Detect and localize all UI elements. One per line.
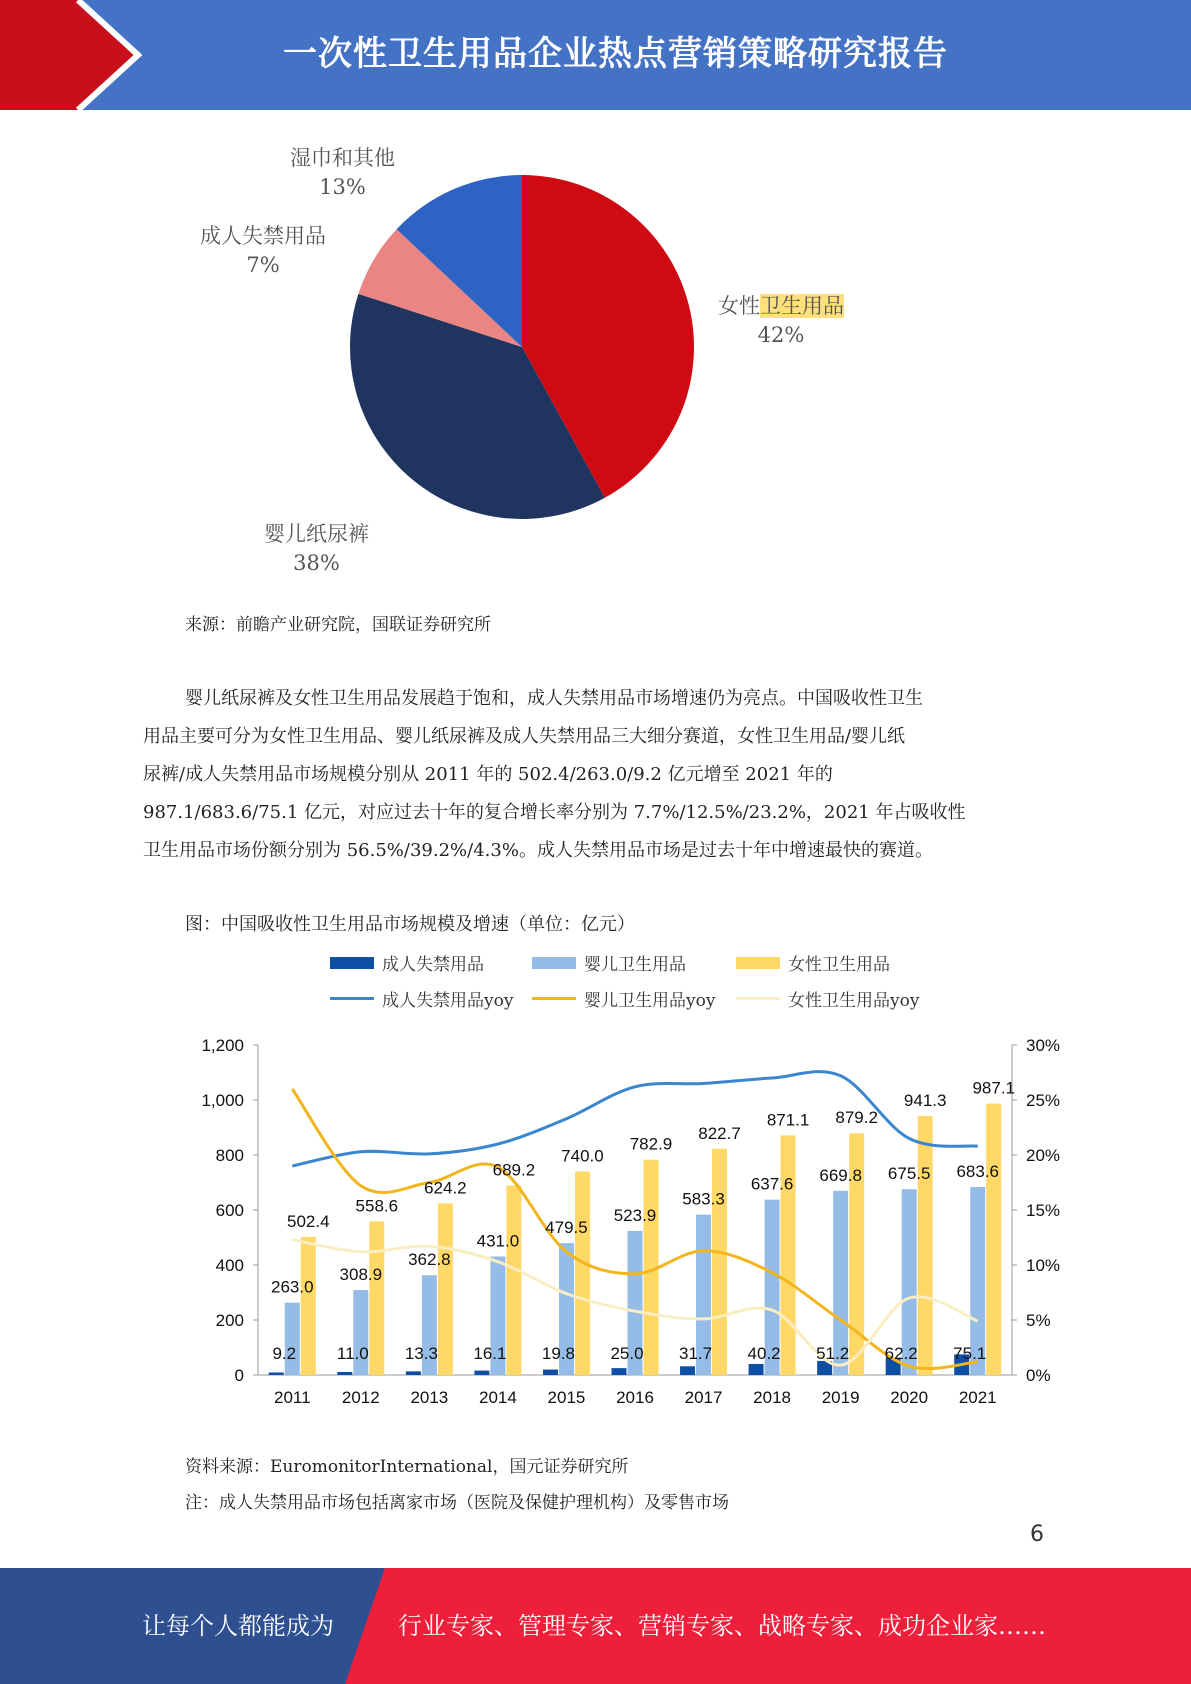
bar bbox=[986, 1104, 1001, 1375]
pie-label-pct: 38% bbox=[293, 551, 340, 575]
pie-label-pct: 7% bbox=[246, 253, 280, 277]
y2-tick-label: 20% bbox=[1026, 1146, 1061, 1165]
bar bbox=[438, 1203, 453, 1375]
data-label: 431.0 bbox=[476, 1231, 520, 1251]
y-tick-label: 1,000 bbox=[201, 1091, 244, 1110]
bar bbox=[781, 1135, 796, 1375]
pie-label-name: 成人失禁用品 bbox=[200, 224, 326, 248]
pie-label-baby bbox=[264, 520, 369, 578]
data-label: 637.6 bbox=[750, 1174, 794, 1194]
bar bbox=[918, 1116, 933, 1375]
data-label: 62.2 bbox=[884, 1344, 918, 1363]
paragraph-line: 婴儿纸尿裤及女性卫生用品发展趋于饱和，成人失禁用品市场增速仍为亮点。中国吸收性卫生 bbox=[185, 688, 923, 709]
data-label: 19.8 bbox=[541, 1344, 576, 1363]
data-label: 13.3 bbox=[404, 1344, 438, 1363]
data-label: 669.8 bbox=[819, 1165, 862, 1185]
paragraph-line: 尿裤/成人失禁用品市场规模分别从 2011 年的 502.4/263.0/9.2 亿元增至 2021 年的 bbox=[143, 764, 833, 785]
y2-tick-label: 30% bbox=[1026, 1036, 1061, 1055]
y-tick-label: 200 bbox=[215, 1311, 244, 1330]
data-label: 9.2 bbox=[272, 1344, 297, 1363]
y-tick-label: 800 bbox=[215, 1146, 244, 1165]
y-tick-label: 600 bbox=[215, 1201, 244, 1220]
bar bbox=[269, 1372, 284, 1375]
data-label: 675.5 bbox=[887, 1164, 931, 1184]
paragraph-line: 卫生用品市场份额分别为 56.5%/39.2%/4.3%。成人失禁用品市场是过去十年中增速最快的赛道。 bbox=[143, 840, 933, 861]
x-tick-label: 2011 bbox=[273, 1388, 311, 1407]
bar bbox=[712, 1149, 727, 1375]
x-tick-label: 2016 bbox=[616, 1388, 654, 1407]
x-tick-label: 2021 bbox=[958, 1388, 997, 1407]
y2-tick-label: 5% bbox=[1026, 1311, 1051, 1330]
bar bbox=[301, 1237, 316, 1375]
bar bbox=[369, 1221, 384, 1375]
data-label: 624.2 bbox=[424, 1178, 467, 1198]
data-label: 740.0 bbox=[561, 1146, 604, 1166]
data-label: 11.0 bbox=[336, 1344, 369, 1363]
y2-tick-label: 0% bbox=[1026, 1366, 1051, 1385]
legend-line bbox=[532, 997, 576, 1000]
legend-line bbox=[330, 997, 374, 1000]
body-paragraph bbox=[143, 680, 1063, 870]
data-label: 583.3 bbox=[682, 1189, 725, 1209]
x-tick-label: 2017 bbox=[684, 1388, 723, 1407]
data-label: 523.9 bbox=[613, 1205, 657, 1225]
pie-label-female bbox=[718, 292, 844, 350]
figure-source: 资料来源：EuromonitorInternational，国元证券研究所 bbox=[185, 1457, 629, 1477]
data-label: 782.9 bbox=[629, 1134, 673, 1154]
bar bbox=[506, 1185, 521, 1375]
bar bbox=[337, 1372, 352, 1375]
bar bbox=[680, 1366, 695, 1375]
pie-label-wipes bbox=[290, 144, 395, 202]
data-label: 362.8 bbox=[408, 1250, 451, 1270]
data-label: 822.7 bbox=[698, 1123, 741, 1143]
bar bbox=[543, 1370, 558, 1375]
legend-item: 成人失禁用品 bbox=[330, 950, 484, 975]
figure-title: 图：中国吸收性卫生用品市场规模及增速（单位：亿元） bbox=[185, 914, 635, 935]
x-tick-label: 2020 bbox=[890, 1388, 929, 1407]
data-label: 308.9 bbox=[339, 1265, 383, 1285]
footer-slogan-right: 行业专家、管理专家、营销专家、战略专家、成功企业家…… bbox=[398, 1612, 1046, 1640]
legend-line bbox=[736, 997, 780, 1000]
pie-label-name: 湿巾和其他 bbox=[290, 146, 395, 170]
data-label: 25.0 bbox=[610, 1344, 644, 1363]
x-tick-label: 2012 bbox=[341, 1388, 380, 1407]
data-label: 31.7 bbox=[678, 1344, 713, 1363]
pie-label-pct: 13% bbox=[319, 175, 366, 199]
header-banner bbox=[0, 0, 1191, 110]
page-number: 6 bbox=[1030, 1522, 1044, 1547]
market-size-chart bbox=[170, 1020, 1090, 1430]
data-label: 40.2 bbox=[747, 1344, 781, 1363]
paragraph-line: 用品主要可分为女性卫生用品、婴儿纸尿裤及成人失禁用品三大细分赛道，女性卫生用品/婴儿纸 bbox=[143, 726, 906, 747]
data-label: 75.1 bbox=[953, 1344, 987, 1363]
data-label: 683.6 bbox=[956, 1162, 1000, 1182]
pie-label-name: 女性卫生用品 bbox=[718, 294, 844, 318]
bar bbox=[285, 1303, 300, 1375]
legend-swatch bbox=[736, 957, 780, 969]
bar bbox=[406, 1371, 421, 1375]
legend-item: 婴儿卫生用品 bbox=[532, 950, 686, 975]
bar bbox=[612, 1368, 627, 1375]
data-label: 987.1 bbox=[972, 1078, 1016, 1098]
x-tick-label: 2014 bbox=[478, 1388, 517, 1407]
y-tick-label: 400 bbox=[215, 1256, 244, 1275]
footer-slogan-left: 让每个人都能成为 bbox=[142, 1612, 334, 1640]
legend-swatch bbox=[532, 957, 576, 969]
data-label: 51.2 bbox=[816, 1344, 850, 1363]
data-label: 558.6 bbox=[355, 1196, 399, 1216]
bar bbox=[749, 1364, 764, 1375]
highlighted-text: 卫生用品 bbox=[760, 294, 844, 318]
y2-tick-label: 10% bbox=[1026, 1256, 1061, 1275]
legend-item: 女性卫生用品yoy bbox=[736, 986, 919, 1011]
legend-item: 婴儿卫生用品yoy bbox=[532, 986, 715, 1011]
bar bbox=[575, 1172, 590, 1376]
legend-swatch bbox=[330, 957, 374, 969]
x-tick-label: 2018 bbox=[753, 1388, 792, 1407]
footer-banner bbox=[0, 1568, 1191, 1684]
pie-label-adult bbox=[200, 222, 326, 280]
y2-tick-label: 15% bbox=[1026, 1201, 1061, 1220]
data-label: 871.1 bbox=[766, 1110, 810, 1130]
data-label: 479.5 bbox=[545, 1218, 588, 1238]
report-title: 一次性卫生用品企业热点营销策略研究报告 bbox=[283, 34, 948, 74]
x-tick-label: 2019 bbox=[821, 1388, 860, 1407]
data-label: 941.3 bbox=[903, 1091, 947, 1111]
y-tick-label: 1,200 bbox=[201, 1036, 244, 1055]
pie-source: 来源：前瞻产业研究院，国联证券研究所 bbox=[185, 615, 491, 635]
pie-chart bbox=[180, 130, 900, 590]
paragraph-line: 987.1/683.6/75.1 亿元，对应过去十年的复合增长率分别为 7.7%/12.5%/23.2%，2021 年占吸收性 bbox=[143, 802, 966, 823]
x-tick-label: 2015 bbox=[547, 1388, 586, 1407]
data-label: 16.1 bbox=[473, 1344, 507, 1363]
x-tick-label: 2013 bbox=[410, 1388, 449, 1407]
pie-label-name: 婴儿纸尿裤 bbox=[264, 522, 369, 546]
data-label: 879.2 bbox=[835, 1108, 878, 1128]
y-tick-label: 0 bbox=[234, 1366, 244, 1385]
data-label: 502.4 bbox=[286, 1211, 330, 1231]
bar bbox=[474, 1371, 489, 1375]
legend-item: 女性卫生用品 bbox=[736, 950, 890, 975]
y2-tick-label: 25% bbox=[1026, 1091, 1061, 1110]
chart-legend bbox=[330, 950, 970, 1030]
legend-item: 成人失禁用品yoy bbox=[330, 986, 513, 1011]
figure-note: 注：成人失禁用品市场包括离家市场（医院及保健护理机构）及零售市场 bbox=[185, 1493, 729, 1513]
data-label: 689.2 bbox=[492, 1160, 536, 1180]
data-label: 263.0 bbox=[270, 1277, 314, 1297]
pie-label-pct: 42% bbox=[757, 323, 805, 347]
